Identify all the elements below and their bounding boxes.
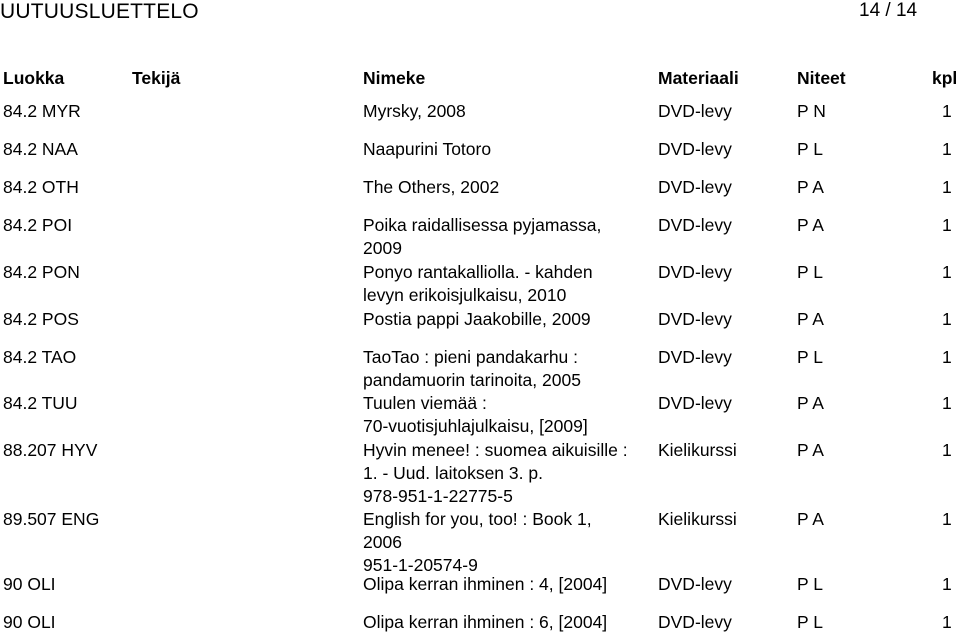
cell-nimeke: Hyvin menee! : suomea aikuisille : 1. - Uud. laitoksen 3. p. 978-951-1-22775-5	[363, 440, 628, 506]
cell-nimeke: Naapurini Totoro	[363, 139, 492, 159]
cell-kpl: 1	[942, 440, 952, 460]
cell-kpl: 1	[942, 177, 952, 197]
cell-nimeke: Olipa kerran ihminen : 6, [2004]	[363, 612, 608, 632]
header-niteet: Niteet	[797, 68, 846, 88]
header-nimeke: Nimeke	[363, 68, 426, 88]
cell-materiaali: DVD-levy	[658, 215, 732, 235]
cell-kpl: 1	[942, 101, 952, 121]
cell-materiaali: DVD-levy	[658, 612, 732, 632]
cell-luokka: 89.507 ENG	[3, 509, 100, 529]
cell-niteet: P L	[797, 612, 823, 632]
cell-niteet: P N	[797, 101, 826, 121]
cell-kpl: 1	[942, 393, 952, 413]
cell-nimeke: Poika raidallisessa pyjamassa, 2009	[363, 215, 602, 258]
cell-niteet: P A	[797, 177, 824, 197]
cell-niteet: P A	[797, 309, 824, 329]
cell-nimeke: TaoTao : pieni pandakarhu : pandamuorin tarinoita, 2005	[363, 347, 581, 390]
cell-niteet: P A	[797, 440, 824, 460]
header-tekija: Tekijä	[132, 68, 181, 88]
cell-nimeke: The Others, 2002	[363, 177, 500, 197]
cell-niteet: P L	[797, 347, 823, 367]
cell-kpl: 1	[942, 262, 952, 282]
cell-nimeke: Olipa kerran ihminen : 4, [2004]	[363, 574, 608, 594]
cell-luokka: 84.2 POS	[3, 309, 79, 329]
cell-materiaali: DVD-levy	[658, 309, 732, 329]
cell-kpl: 1	[942, 347, 952, 367]
cell-materiaali: DVD-levy	[658, 347, 732, 367]
cell-luokka: 84.2 TUU	[3, 393, 78, 413]
cell-niteet: P L	[797, 574, 823, 594]
cell-luokka: 88.207 HYV	[3, 440, 98, 460]
cell-nimeke: Postia pappi Jaakobille, 2009	[363, 309, 591, 329]
cell-kpl: 1	[942, 309, 952, 329]
cell-nimeke: Ponyo rantakalliolla. - kahden levyn erikoisjulkaisu, 2010	[363, 262, 593, 305]
cell-materiaali: DVD-levy	[658, 262, 732, 282]
cell-materiaali: DVD-levy	[658, 393, 732, 413]
cell-materiaali: DVD-levy	[658, 101, 732, 121]
cell-niteet: P A	[797, 215, 824, 235]
cell-luokka: 84.2 POI	[3, 215, 73, 235]
cell-materiaali: DVD-levy	[658, 177, 732, 197]
cell-luokka: 90 OLI	[3, 612, 56, 632]
header-kpl: kpl	[932, 68, 958, 88]
header-materiaali: Materiaali	[658, 68, 739, 88]
cell-materiaali: DVD-levy	[658, 574, 732, 594]
cell-niteet: P A	[797, 393, 824, 413]
cell-niteet: P A	[797, 509, 824, 529]
cell-nimeke: Tuulen viemää : 70-vuotisjuhlajulkaisu, [2009]	[363, 393, 588, 436]
cell-kpl: 1	[942, 509, 952, 529]
cell-materiaali: Kielikurssi	[658, 440, 737, 460]
cell-niteet: P L	[797, 139, 823, 159]
cell-kpl: 1	[942, 574, 952, 594]
cell-luokka: 84.2 NAA	[3, 139, 78, 159]
cell-nimeke: Myrsky, 2008	[363, 101, 466, 121]
cell-materiaali: Kielikurssi	[658, 509, 737, 529]
cell-nimeke: English for you, too! : Book 1, 2006 951-1-20574-9	[363, 509, 592, 575]
cell-kpl: 1	[942, 215, 952, 235]
cell-kpl: 1	[942, 139, 952, 159]
cell-luokka: 84.2 OTH	[3, 177, 79, 197]
cell-kpl: 1	[942, 612, 952, 632]
cell-luokka: 84.2 MYR	[3, 101, 81, 121]
cell-materiaali: DVD-levy	[658, 139, 732, 159]
cell-luokka: 84.2 TAO	[3, 347, 77, 367]
cell-luokka: 90 OLI	[3, 574, 56, 594]
page-number: 14 / 14	[859, 0, 918, 21]
cell-luokka: 84.2 PON	[3, 262, 80, 282]
header-luokka: Luokka	[3, 68, 65, 88]
page-title: UUTUUSLUETTELO	[0, 0, 199, 23]
cell-niteet: P L	[797, 262, 823, 282]
